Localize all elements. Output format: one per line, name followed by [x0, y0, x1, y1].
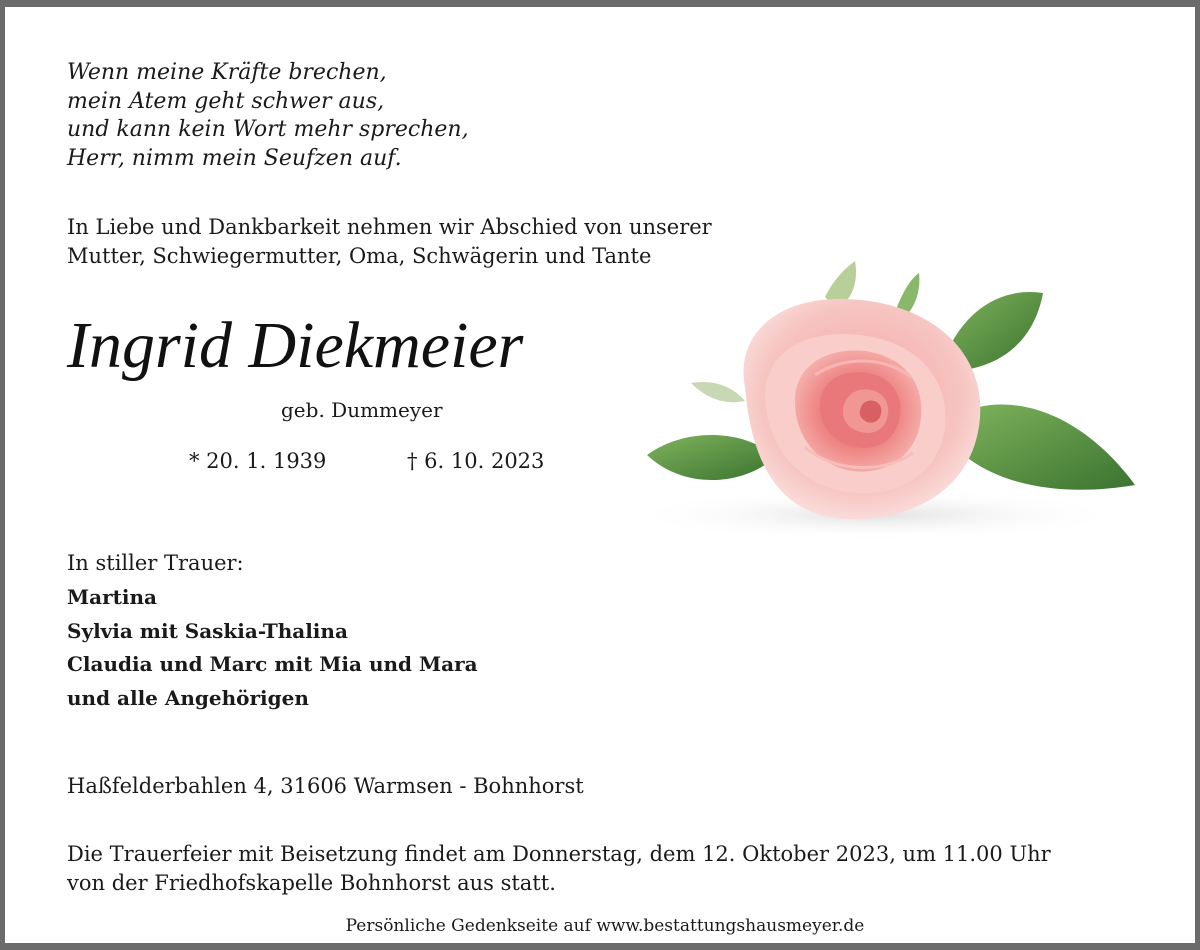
poem — [67, 59, 469, 173]
rose-image — [615, 247, 1175, 547]
poem-line: und kann kein Wort mehr sprechen, — [67, 117, 469, 142]
deceased-name: Ingrid Diekmeier — [67, 309, 524, 382]
mourners-label: In stiller Trauer: — [67, 551, 244, 575]
service-info — [67, 840, 1051, 898]
poem-line: Herr, nimm mein Seufzen auf. — [67, 145, 402, 171]
mourner-name: Martina — [67, 585, 157, 609]
mourner-name: Sylvia mit Saskia-Thalina — [67, 618, 348, 643]
mourner-name: Claudia und Marc mit Mia und Mara — [67, 652, 478, 676]
life-dates — [189, 446, 545, 476]
birth-name: geb. Dummeyer — [281, 398, 443, 422]
memorial-page-footer: Persönliche Gedenkseite auf www.bestattungshausmeyer.de — [345, 916, 865, 936]
poem-line: mein Atem geht schwer aus, — [67, 88, 385, 114]
mourner-name: und alle Angehörigen — [67, 685, 309, 710]
service-line: Die Trauerfeier mit Beisetzung findet am Donnerstag, dem 12. Oktober 2023, um 11.00 Uhr — [67, 842, 1051, 866]
intro-line: In Liebe und Dankbarkeit nehmen wir Abschied von unserer — [67, 215, 712, 239]
mourners-list — [67, 581, 478, 715]
death-date: † 6. 10. 2023 — [407, 449, 545, 473]
birth-date: * 20. 1. 1939 — [189, 449, 327, 473]
intro-line: Mutter, Schwiegermutter, Oma, Schwägerin und Tante — [67, 244, 652, 268]
poem-line: Wenn meine Kräfte brechen, — [67, 60, 387, 85]
service-line: von der Friedhofskapelle Bohnhorst aus statt. — [67, 871, 556, 895]
address: Haßfelderbahlen 4, 31606 Warmsen - Bohnhorst — [67, 774, 584, 798]
